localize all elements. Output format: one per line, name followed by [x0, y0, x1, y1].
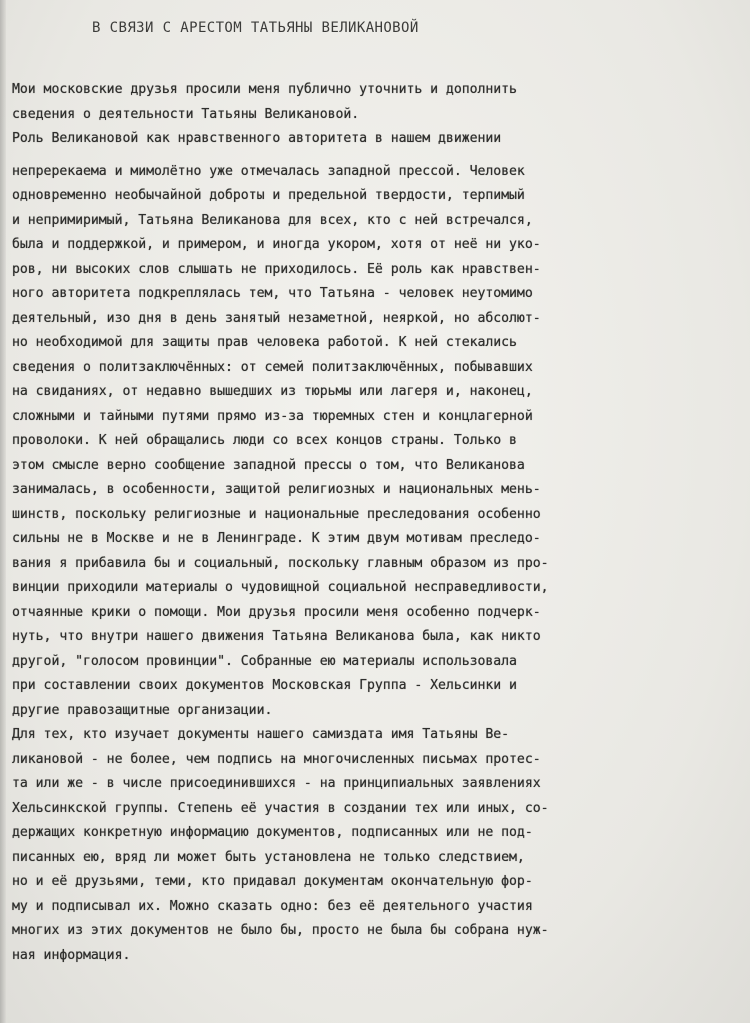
text-line: Роль Великановой как нравственного авторитета в нашем движении [12, 131, 502, 146]
text-line: при составлении своих документов Московская Группа - Хельсинки и [12, 678, 517, 693]
text-line: держащих конкретную информацию документов, подписанных или не под- [12, 825, 533, 840]
text-line: была и поддержкой, и примером, и иногда укором, хотя от неё ни уко- [12, 237, 541, 252]
text-line: та или же - в числе присоединившихся - на принципиальных заявлениях [12, 776, 541, 791]
text-line: одновременно необычайной доброты и предельной твердости, терпимый [12, 188, 525, 203]
text-line: сильны не в Москве и не в Ленинграде. К этим двум мотивам преследо- [12, 531, 541, 546]
text-line: деятельный, изо дня в день занятый незаметной, неяркой, но абсолют- [12, 310, 541, 326]
text-line: другие правозащитные организации. [12, 702, 273, 718]
text-line: нуть, что внутри нашего движения Татьяна Великанова была, как никто [12, 629, 541, 644]
text-line: проволоки. К ней обращались люди со всех концов страны. Только в [12, 433, 517, 448]
document-body [12, 78, 722, 968]
text-line: ного авторитета подкреплялась тем, что Татьяна - человек неутомимо [12, 286, 533, 301]
text-line: отчаянные крики о помощи. Мои друзья просили меня особенно подчерк- [12, 604, 541, 620]
text-line: непререкаема и мимолётно уже отмечалась западной прессой. Человек [12, 163, 525, 179]
text-line: другой, "голосом провинции". Собранные ею материалы использовала [12, 653, 517, 669]
text-line: на свиданиях, от недавно вышедших из тюрьмы или лагеря и, наконец, [12, 384, 533, 399]
text-line: писанных ею, вряд ли может быть установлена не только следствием, [12, 849, 525, 865]
text-line: вания я прибавила бы и социальный, поскольку главным образом из про- [12, 555, 549, 571]
text-line: и непримиримый, Татьяна Великанова для всех, кто с ней встречался, [12, 212, 533, 228]
text-line: шинств, поскольку религиозные и национальные преследования особенно [12, 506, 541, 522]
text-line: ров, ни высоких слов слышать не приходилось. Её роль как нравствен- [12, 261, 541, 277]
text-line: сведения о политзаключённых: от семей политзаключённых, побывавших [12, 359, 533, 375]
text-line: этом смысле верно сообщение западной прессы о том, что Великанова [12, 457, 525, 473]
page-edge-shadow [0, 0, 6, 1023]
text-line: Для тех, кто изучает документы нашего самиздата имя Татьяны Ве- [12, 727, 510, 742]
text-line: но и её друзьями, теми, кто придавал документам окончательную фор- [12, 874, 533, 889]
text-line: ная информация. [12, 947, 131, 963]
text-line: Хельсинкской группы. Степень её участия в создании тех или иных, со- [12, 800, 549, 816]
text-line: винции приходили материалы о чудовищной социальной несправедливости, [12, 580, 549, 595]
text-line: сложными и тайными путями прямо из-за тюремных стен и концлагерной [12, 408, 533, 424]
text-line: ликановой - не более, чем подпись на многочисленных письмах протес- [12, 751, 541, 767]
text-line: сведения о деятельности Татьяны Великановой. [12, 106, 360, 122]
text-line: Мои московские друзья просили меня публично уточнить и дополнить [12, 82, 517, 97]
text-line: занималась, в особенности, защитой религиозных и национальных мень- [12, 482, 541, 497]
text-line: многих из этих документов не было бы, просто не была бы собрана нуж- [12, 923, 549, 938]
text-line: но необходимой для защиты прав человека работой. К ней стекались [12, 335, 517, 350]
text-line: му и подписывал их. Можно сказать одно: без её деятельного участия [12, 898, 533, 914]
document-title: В СВЯЗИ С АРЕСТОМ ТАТЬЯНЫ ВЕЛИКАНОВОЙ [92, 20, 419, 36]
